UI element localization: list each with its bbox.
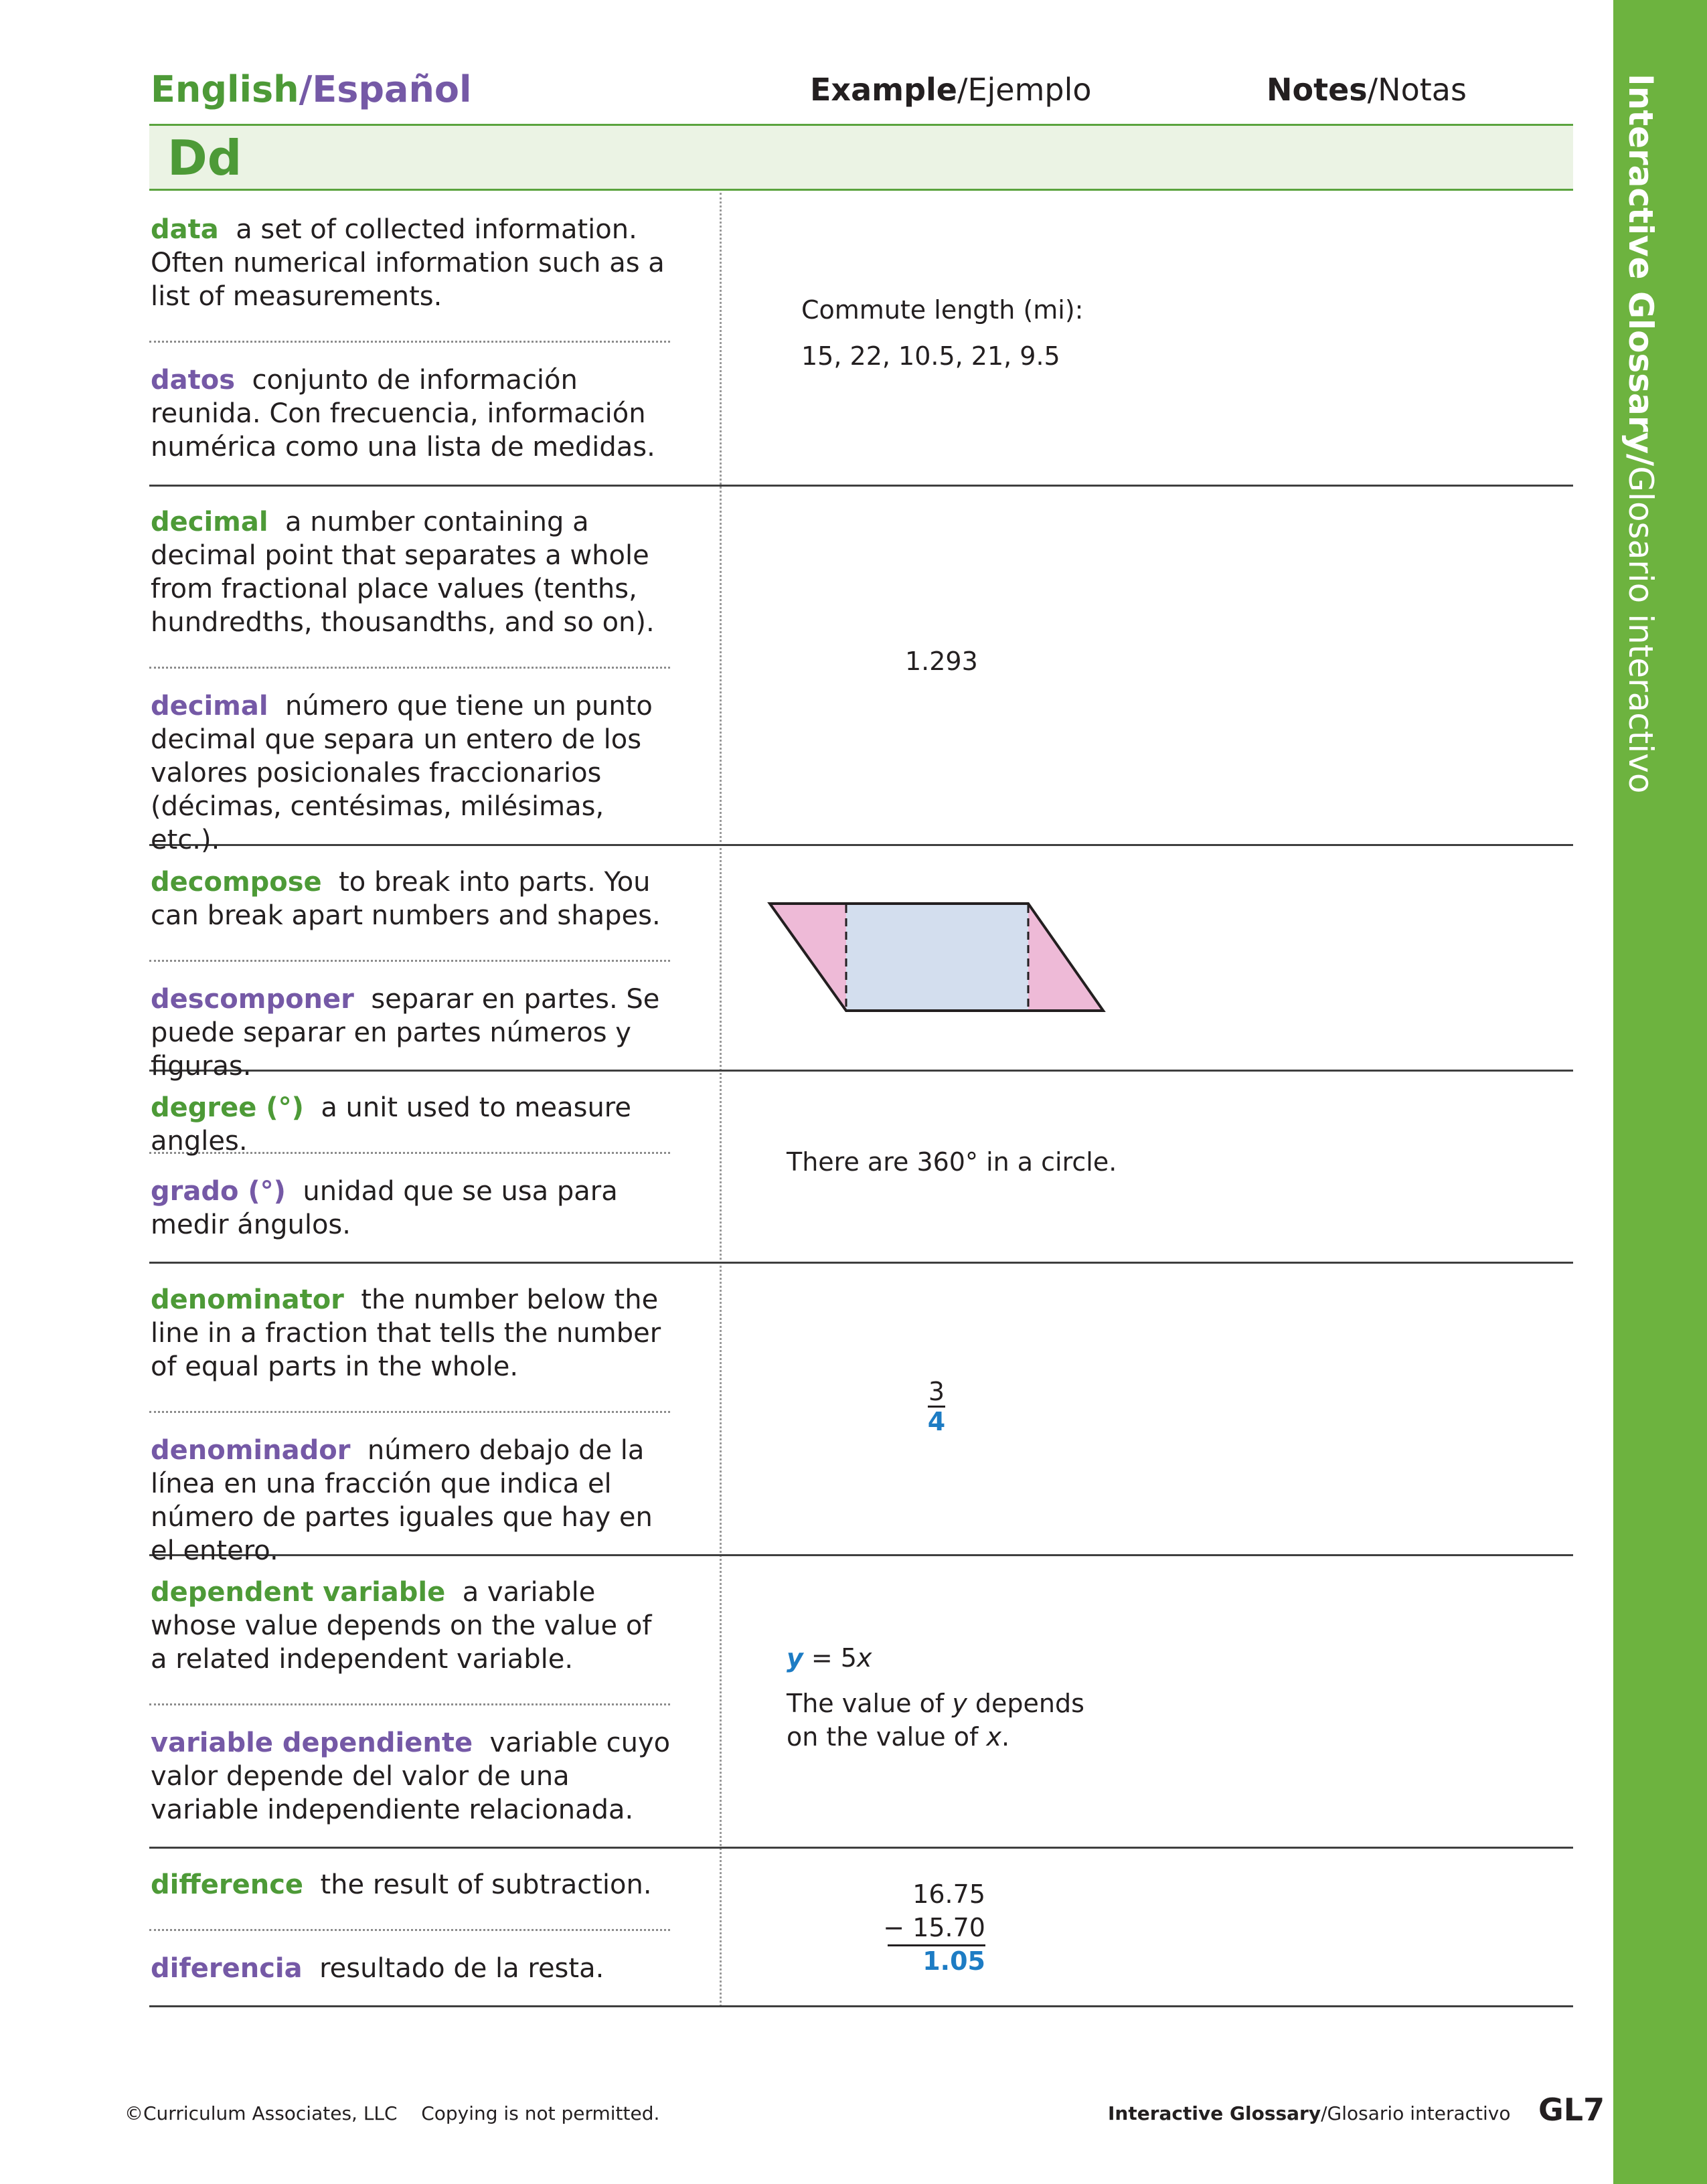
center-rectangle [846,904,1028,1011]
subtraction-result: 1.05 [922,1946,985,1976]
footer-glossary: Interactive Glossary/Glosario interactivo [1108,2102,1511,2124]
definition-en: dependent variable a variable whose value depends on the value of a related independent variable. [151,1577,652,1675]
example-dependence-line2: on the value of x. [787,1722,1010,1752]
footer-copyright: ©Curriculum Associates, LLC Copying is not permitted. [125,2102,660,2124]
definition-es: grado (°) unidad que se usa para medir ángulos. [151,1176,618,1240]
definition-en: decompose to break into parts. You can break apart numbers and shapes. [151,867,661,931]
definition-en: data a set of collected information. Often numerical information such as a list of measurements. [151,214,665,312]
subtraction-subtrahend: − 15.70 [883,1913,985,1942]
language-header: English/Español [151,68,472,110]
fraction-numerator: 3 [928,1377,945,1406]
definition-en: difference the result of subtraction. [151,1869,652,1900]
definition-es: descomponer separar en partes. Se puede separar en partes números y figuras. [151,984,660,1082]
language-separator [149,1703,670,1705]
fraction-denominator: 4 [927,1407,946,1436]
definition-es: decimal número que tiene un punto decimal que separa un entero de los valores posicionales fraccionarios (décimas, centésimas, milésimas, etc.). [151,691,653,855]
definition-es: diferencia resultado de la resta. [151,1953,604,1984]
example-data-values: 15, 22, 10.5, 21, 9.5 [801,341,1060,371]
subtraction-minuend: 16.75 [912,1879,985,1909]
definition-es: denominador número debajo de la línea en una fracción que indica el número de partes iguales que hay en el entero. [151,1435,653,1566]
section-band [149,124,1573,191]
language-separator [149,341,670,343]
definition-en: decimal a number containing a decimal point that separates a whole from fractional place values (tenths, hundredths, thousandths, and so on). [151,507,655,638]
language-separator [149,1929,670,1931]
definition-es: datos conjunto de información reunida. Con frecuencia, información numérica como una lista de medidas. [151,365,655,463]
definition-en: denominator the number below the line in a fraction that tells the number of equal parts in the whole. [151,1284,661,1382]
row-divider [149,1262,1573,1264]
section-letter: Dd [167,130,242,186]
row-divider [149,485,1573,487]
example-header: Example/Ejemplo [810,72,1092,108]
language-separator [149,1411,670,1413]
definition-es: variable dependiente variable cuyo valor depende del valor de una variable independiente relacionada. [151,1728,671,1825]
example-fraction [926,1377,947,1436]
example-equation: y = 5x [787,1643,872,1673]
language-separator [149,667,670,669]
example-data-label: Commute length (mi): [801,295,1084,325]
language-separator [149,960,670,962]
page-number: GL7 [1538,2092,1605,2128]
row-divider [149,1847,1573,1849]
example-decimal: 1.293 [905,647,978,676]
example-dependence-line1: The value of y depends [787,1689,1084,1718]
example-degree: There are 360° in a circle. [787,1147,1117,1177]
column-divider [720,193,722,2007]
decompose-parallelogram [763,897,1111,1017]
sidebar-title: Interactive Glossary/Glosario interactivo [1621,74,1660,794]
definition-en: degree (°) a unit used to measure angles. [151,1092,631,1157]
row-divider [149,2005,1573,2007]
notes-header: Notes/Notas [1267,72,1467,108]
